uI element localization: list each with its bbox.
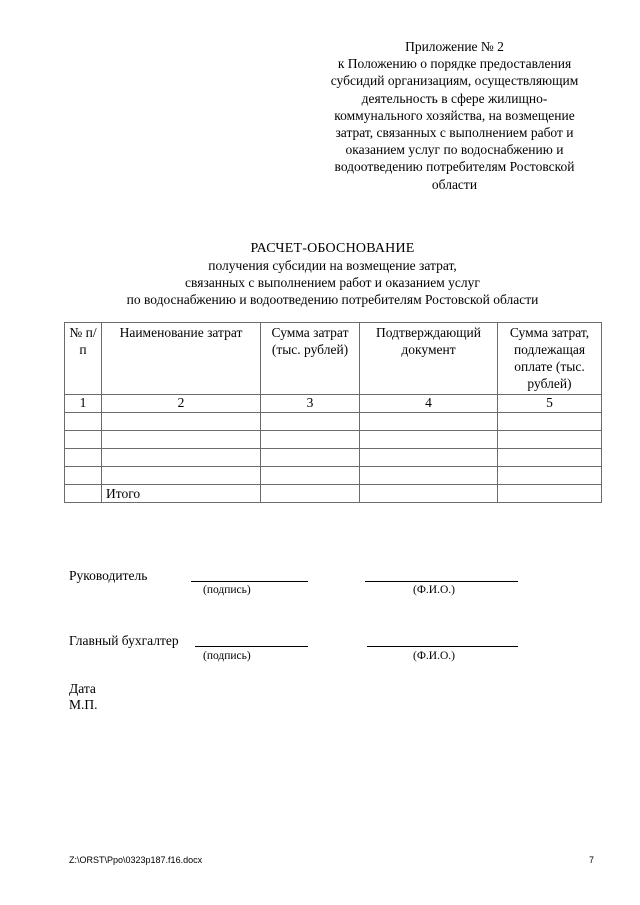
table-cell — [498, 485, 602, 503]
appendix-line: субсидий организациям, осуществляющим — [330, 73, 579, 89]
table-cell — [360, 449, 498, 467]
table-cell — [360, 467, 498, 485]
total-label: Итого — [102, 485, 261, 503]
table-cell — [65, 431, 102, 449]
accountant-name-hint: (Ф.И.О.) — [413, 650, 455, 662]
table-cell — [102, 413, 261, 431]
table-cell — [498, 449, 602, 467]
accountant-signature-hint: (подпись) — [203, 650, 251, 662]
table-header-row — [65, 323, 602, 395]
table-cell — [498, 431, 602, 449]
appendix-line: Приложение № 2 — [405, 39, 504, 54]
appendix-line: оказанием услуг по водоснабжению и — [345, 142, 564, 158]
column-number: 4 — [360, 395, 498, 413]
appendix-line: затрат, связанных с выполнением работ и — [335, 125, 574, 141]
total-row — [65, 485, 602, 503]
table-cell — [65, 485, 102, 503]
appendix-line: области — [431, 176, 478, 192]
head-name-line — [365, 581, 518, 582]
table-cell — [261, 485, 360, 503]
appendix-line: водоотведению потребителям Ростовской — [334, 159, 575, 175]
column-number: 1 — [65, 395, 102, 413]
table-cell — [360, 413, 498, 431]
head-signature-line — [191, 581, 308, 582]
table-cell — [261, 449, 360, 467]
column-number-row — [65, 395, 602, 413]
column-number: 2 — [102, 395, 261, 413]
stamp-label: М.П. — [69, 697, 98, 712]
document-subtitle-line: получения субсидии на возмещение затрат, — [208, 258, 457, 273]
document-subtitle-line: по водоснабжению и водоотведению потребителям Ростовской области — [126, 292, 539, 307]
table-cell — [261, 413, 360, 431]
appendix-line: коммунального хозяйства, на возмещение — [334, 107, 575, 123]
document-subtitle-line: связанных с выполнением работ и оказанием услуг — [185, 275, 480, 290]
table-row — [65, 431, 602, 449]
table-cell — [65, 467, 102, 485]
appendix-line: деятельность в сфере жилищно- — [361, 90, 548, 106]
footer-file-path: Z:\ORST\Ppo\0323p187.f16.docx — [69, 855, 203, 865]
table-cell — [102, 431, 261, 449]
header-row-number: № п/п — [65, 323, 102, 395]
header-supporting-document: Подтверждающий документ — [360, 323, 498, 395]
document-title: РАСЧЕТ-ОБОСНОВАНИЕ — [250, 241, 415, 256]
table-cell — [102, 449, 261, 467]
table-row — [65, 413, 602, 431]
appendix-line: к Положению о порядке предоставления — [337, 56, 572, 72]
header-cost-name: Наименование затрат — [102, 323, 261, 395]
column-number: 3 — [261, 395, 360, 413]
header-amount-payable: Сумма затрат, подлежащая оплате (тыс. рублей) — [498, 323, 602, 395]
table-cell — [498, 467, 602, 485]
accountant-label: Главный бухгалтер — [69, 633, 179, 648]
table-cell — [261, 467, 360, 485]
table-cell — [360, 485, 498, 503]
table-cell — [102, 467, 261, 485]
head-label: Руководитель — [69, 568, 148, 583]
appendix-header — [302, 38, 607, 193]
head-signature-hint: (подпись) — [203, 584, 251, 596]
table-cell — [360, 431, 498, 449]
head-name-hint: (Ф.И.О.) — [413, 584, 455, 596]
accountant-name-line — [367, 646, 518, 647]
table-row — [65, 449, 602, 467]
page-number: 7 — [589, 855, 595, 865]
table-cell — [65, 413, 102, 431]
table-cell — [498, 413, 602, 431]
column-number: 5 — [498, 395, 602, 413]
table-row — [65, 467, 602, 485]
accountant-signature-line — [195, 646, 308, 647]
table-cell — [65, 449, 102, 467]
table-cell — [261, 431, 360, 449]
cost-calculation-table — [64, 322, 602, 503]
date-label: Дата — [69, 681, 96, 696]
header-cost-amount: Сумма затрат (тыс. рублей) — [261, 323, 360, 395]
document-title-block — [40, 240, 625, 308]
